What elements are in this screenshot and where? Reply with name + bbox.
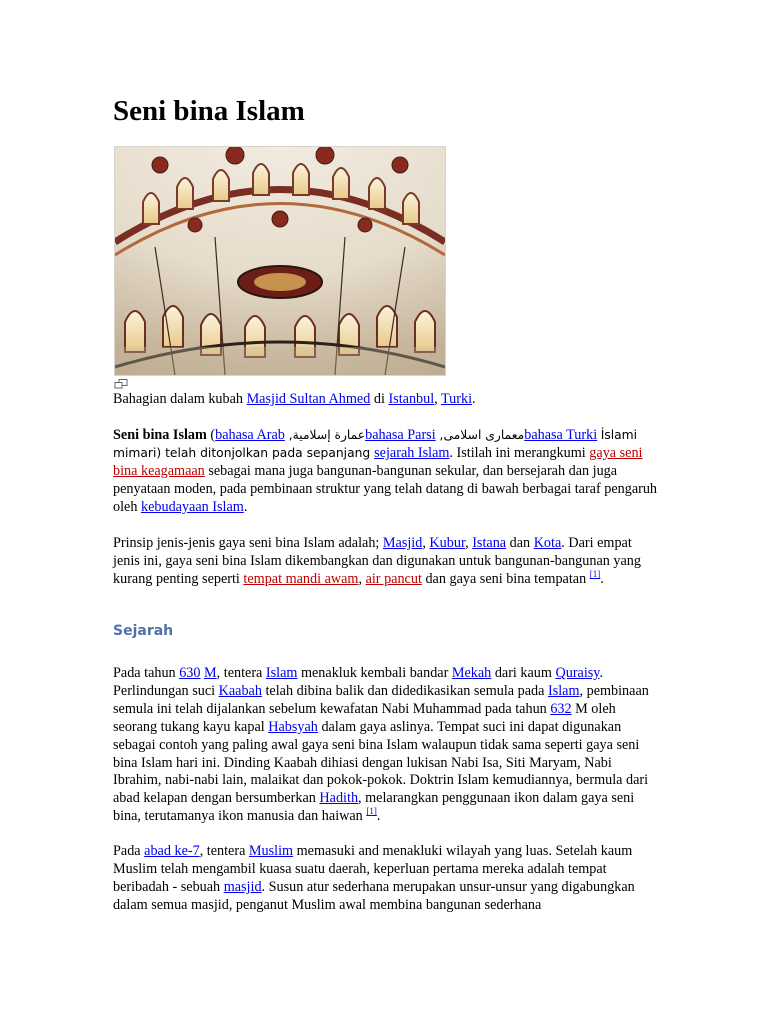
term-bold: Seni bina Islam	[113, 427, 207, 443]
text: , tentera	[199, 843, 249, 859]
text: .	[600, 570, 604, 587]
link-gaya-seni-bina-keagamaan[interactable]: gaya seni bina keagamaan	[113, 444, 643, 479]
link-kebudayaan-islam[interactable]: kebudayaan Islam	[140, 498, 244, 515]
link-kota[interactable]: Kota	[533, 535, 562, 551]
persian-text: ,معماری اسلامی	[435, 428, 525, 442]
text: . Istilah ini merangkumi	[449, 444, 590, 461]
text: menakluk kembali bandar	[297, 665, 452, 681]
caption-text: ,	[434, 391, 442, 407]
link-kaabah[interactable]: Kaabah	[218, 682, 262, 699]
link-hadith[interactable]: Hadith	[319, 790, 359, 807]
link-islam[interactable]: Islam	[265, 665, 298, 681]
link-mekah[interactable]: Mekah	[451, 665, 492, 681]
text: .	[376, 808, 381, 825]
prinsip-paragraph	[113, 535, 658, 589]
text: ,	[465, 535, 473, 551]
link-turki[interactable]: Turki	[441, 391, 473, 407]
sejarah-paragraph-2	[113, 843, 658, 915]
link-muslim[interactable]: Muslim	[248, 843, 294, 859]
text: . Perlindungan suci	[113, 665, 604, 699]
caption-text: di	[370, 391, 389, 407]
text: dari kaum	[491, 665, 556, 681]
link-quraisy[interactable]: Quraisy	[555, 665, 600, 681]
link-masjid-2[interactable]: masjid	[223, 878, 262, 895]
link-air-pancut[interactable]: air pancut	[365, 570, 422, 587]
text: dalam gaya aslinya. Tempat suci ini dapat digunakan sebagai contoh yang paling awal gaya seni bina Islam walaupun tidak sama seperti gaya seni bina Islam hari ini. Dinding Kaabah dihiasi dengan lukisan Nabi Isa, Siti Maryam, Nabi Ibrahim, nabi-nabi lain, malaikat dan pokok-pokok. Doktrin Islam kemudiannya, bermula dari abad kelapan dengan bersumberkan	[113, 718, 649, 807]
link-islam-2[interactable]: Islam	[547, 682, 580, 699]
link-kubur[interactable]: Kubur	[429, 535, 466, 551]
link-habsyah[interactable]: Habsyah	[268, 718, 318, 735]
text: Pada tahun	[113, 665, 180, 681]
link-abad-ke-7[interactable]: abad ke-7	[144, 843, 200, 859]
link-bahasa-turki[interactable]: bahasa Turki	[524, 427, 598, 443]
text: , melarangkan penggunaan ikon dalam gaya seni bina, terutamanya ikon manusia dan haiwan	[113, 790, 635, 825]
link-bahasa-parsi[interactable]: bahasa Parsi	[365, 427, 436, 443]
link-sejarah-islam[interactable]: sejarah Islam	[374, 444, 450, 461]
text: , tentera	[216, 665, 266, 681]
link-istanbul[interactable]: Istanbul	[388, 391, 435, 407]
mosque-dome-illustration	[115, 147, 445, 375]
link-tempat-mandi-awam[interactable]: tempat mandi awam	[243, 570, 359, 587]
turkish-text: İslami mimari) telah ditonjolkan pada sepanjang	[113, 428, 638, 460]
image-caption	[113, 391, 658, 409]
section-heading-sejarah: Sejarah	[113, 623, 174, 639]
link-istana[interactable]: Istana	[472, 535, 507, 551]
intro-paragraph	[113, 427, 658, 517]
link-bahasa-arab[interactable]: bahasa Arab	[215, 427, 285, 443]
link-630[interactable]: 630	[179, 665, 201, 681]
caption-text: .	[472, 391, 476, 407]
enlarge-icon[interactable]	[114, 379, 128, 389]
link-masjid[interactable]: Masjid	[382, 535, 423, 551]
text: . Susun atur sederhana merupakan unsur-unsur yang digabungkan dalam semua masjid, penganut Muslim awal membina bangunan sederhana	[113, 878, 635, 913]
page-title: Seni bina Islam	[113, 95, 305, 127]
mosque-dome-image[interactable]	[114, 146, 446, 376]
text: , pembinaan semula ini telah dijalankan sebelum kewafatan Nabi Muhammad pada tahun	[113, 682, 649, 717]
link-masjid-sultan-ahmed[interactable]: Masjid Sultan Ahmed	[246, 391, 371, 407]
caption-text: Bahagian dalam kubah	[113, 391, 247, 407]
text: Prinsip jenis-jenis gaya seni bina Islam adalah;	[113, 535, 383, 551]
text: . Dari empat jenis ini, gaya seni bina Islam dikembangkan dan digunakan untuk bangunan-bangunan yang kurang penting seperti	[113, 535, 641, 587]
text: memasuki and menakluki wilayah yang luas. Setelah kaum Muslim telah mengambil kuasa suatu daerah, keperluan pertama mereka adalah tempat beribadah - sebuah	[113, 843, 633, 895]
text: M oleh seorang tukang kayu kapal	[113, 700, 616, 735]
text: (	[206, 427, 216, 443]
text: sebagai mana juga bangunan-bangunan sekular, dan bersejarah dan juga penyataan moden, pada pembinaan struktur yang telah datang di bawah berbagai taraf pengaruh oleh	[113, 462, 658, 515]
text: ,	[358, 570, 366, 587]
link-632[interactable]: 632	[550, 700, 572, 717]
text: Pada	[113, 843, 145, 859]
link-m[interactable]: M	[204, 665, 217, 681]
text: dan gaya seni bina tempatan	[421, 570, 590, 587]
arabic-text: ,عمارة إسلامية	[284, 428, 366, 442]
text: dan	[506, 535, 534, 551]
reference-link[interactable]: [1]	[589, 568, 601, 579]
sejarah-paragraph-1	[113, 665, 658, 826]
text: ,	[422, 535, 430, 551]
text: .	[243, 498, 248, 515]
reference-link[interactable]: [1]	[366, 806, 377, 817]
text: telah dibina balik dan didedikasikan semula pada	[261, 682, 548, 699]
